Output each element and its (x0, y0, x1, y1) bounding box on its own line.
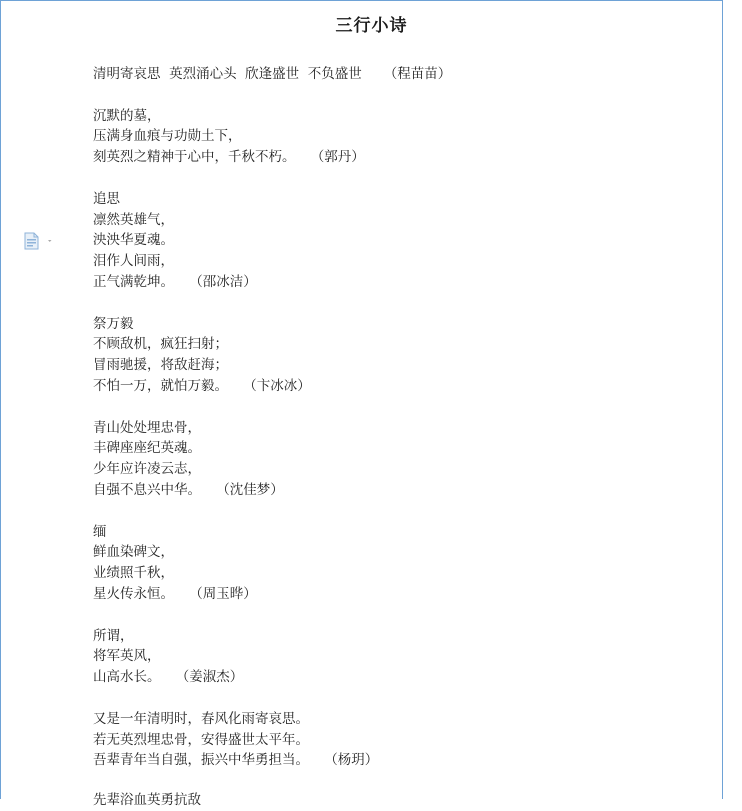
poem-line (93, 147, 693, 168)
intro-author: （程苗苗） (383, 66, 452, 82)
poem-line: 不顾敌机，疯狂扫射； (93, 336, 228, 353)
poem-1 (93, 106, 693, 168)
poem-line-text: 不怕一万，就怕万毅。 (93, 377, 228, 394)
poem-line-text: 正气满乾坤。 (93, 273, 174, 290)
poem-line (93, 376, 693, 397)
poem-line: 将军英风， (93, 648, 161, 665)
poem-line: 丰碑座座纪英魂。 (93, 440, 201, 457)
poem-5 (93, 522, 693, 605)
intro-line (93, 64, 693, 85)
poem-author: （杨玥） (331, 752, 379, 769)
poem-line: 沉默的墓， (93, 107, 161, 124)
poem-author: （周玉晔） (196, 585, 257, 602)
document-title: 三行小诗 (335, 16, 408, 36)
poem-author: （沈佳梦） (223, 481, 284, 498)
poem-line (93, 584, 693, 605)
poem-author: （姜淑杰） (182, 669, 244, 686)
poem-line: 压满身血痕与功勋土下， (93, 128, 242, 145)
poem-line: 冒雨驰援，将敌赶海； (93, 357, 228, 374)
poem-line: 若无英烈埋忠骨，安得盛世太平年。 (93, 731, 309, 748)
poem-3 (93, 314, 693, 397)
poem-line-text: 刻英烈之精神于心中，千秋不朽。 (93, 149, 296, 166)
cut-off-line: 先辈浴血英勇抗敌 (93, 792, 201, 808)
poem-line: 泪作人间雨， (93, 253, 174, 270)
poem-line: 鲜血染碑文， (93, 544, 174, 561)
poem-line-text: 吾辈青年当自强，振兴中华勇担当。 (93, 752, 309, 769)
document-icon[interactable] (23, 231, 55, 251)
poem-line: 少年应许凌云志， (93, 461, 201, 478)
document-body (93, 64, 693, 792)
poem-4 (93, 418, 693, 501)
poem-line-text: 星火传永恒。 (93, 585, 174, 602)
poem-line-text: 自强不息兴中华。 (93, 481, 201, 498)
poem-line (93, 272, 693, 293)
poem-2 (93, 189, 693, 293)
poem-author: （邵冰洁） (196, 273, 257, 290)
poem-line: 业绩照千秋， (93, 565, 174, 582)
poem-author: （郭丹） (317, 149, 365, 166)
poem-line: 又是一年清明时，春风化雨寄哀思。 (93, 710, 309, 727)
poem-line: 追思 (93, 190, 120, 207)
poem-author: （卞冰冰） (250, 377, 311, 394)
poem-line: 缅 (93, 523, 107, 540)
poem-line: 祭万毅 (93, 315, 134, 332)
intro-text: 清明寄哀思 英烈涌心头 欣逢盛世 不负盛世 (93, 66, 362, 82)
poem-line: 所谓， (93, 627, 134, 644)
poem-line (93, 480, 693, 501)
chevron-down-icon (48, 240, 52, 242)
poem-line-text: 山高水长。 (93, 669, 161, 686)
poem-7 (93, 709, 693, 771)
poem-line: 青山处处埋忠骨， (93, 419, 201, 436)
poem-line (93, 667, 693, 688)
poem-line: 凛然英雄气， (93, 211, 174, 228)
poem-6 (93, 626, 693, 688)
poem-line: 泱泱华夏魂。 (93, 232, 174, 249)
poem-line (93, 750, 693, 771)
